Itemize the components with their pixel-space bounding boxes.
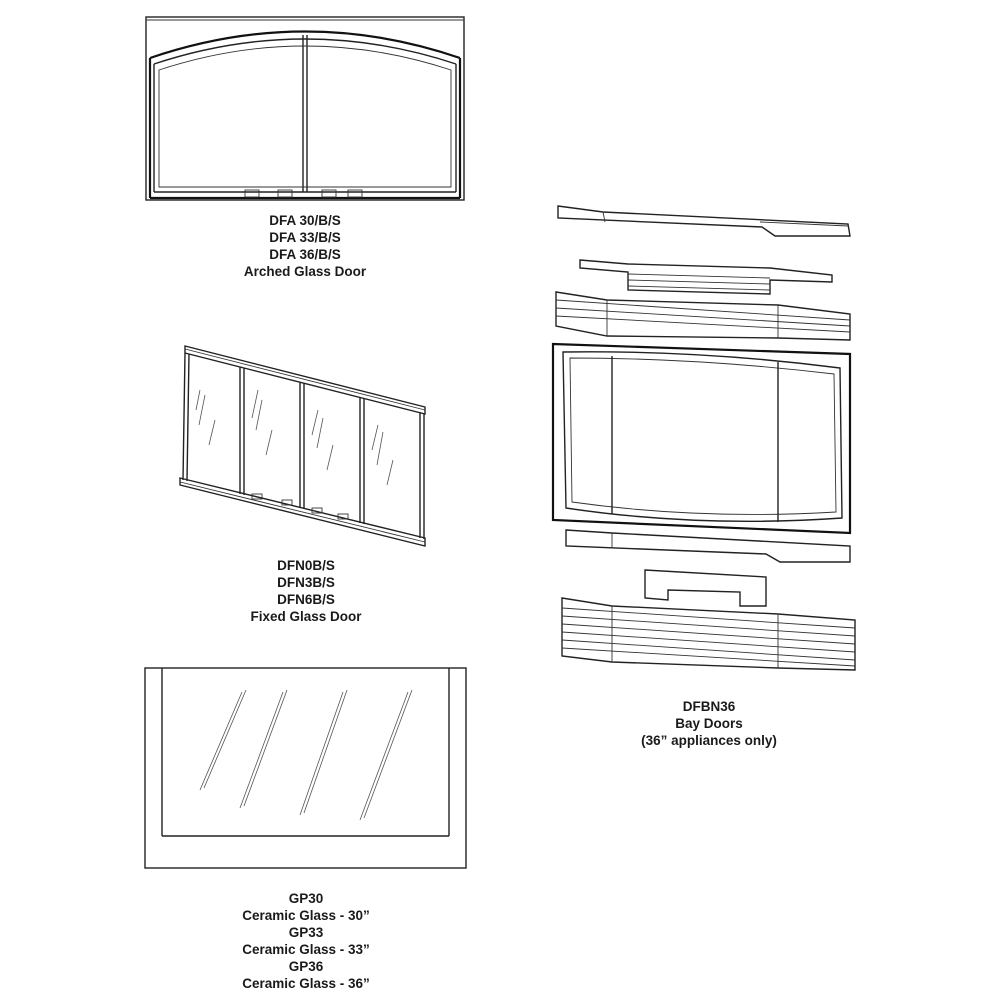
fixed-door-model-1: DFN0B/S bbox=[277, 558, 335, 573]
bay-doors-note: (36” appliances only) bbox=[641, 733, 777, 748]
arched-door-caption bbox=[205, 212, 405, 280]
ceramic-glass-size-2: Ceramic Glass - 33” bbox=[242, 942, 370, 957]
fixed-door-model-2: DFN3B/S bbox=[277, 575, 335, 590]
ceramic-glass-model-1: GP30 bbox=[288, 891, 324, 906]
arched-door-title: Arched Glass Door bbox=[243, 264, 367, 279]
ceramic-glass-drawing bbox=[145, 668, 466, 868]
fixed-glass-door-drawing bbox=[180, 346, 425, 546]
arched-door-model-1: DFA 30/B/S bbox=[269, 213, 341, 228]
bay-doors-drawing bbox=[553, 206, 855, 670]
bay-doors-model: DFBN36 bbox=[682, 699, 736, 714]
fixed-door-model-3: DFN6B/S bbox=[277, 592, 335, 607]
ceramic-glass-model-3: GP36 bbox=[288, 959, 324, 974]
bay-doors-caption bbox=[599, 698, 819, 749]
ceramic-glass-size-1: Ceramic Glass - 30” bbox=[242, 908, 370, 923]
fixed-door-title: Fixed Glass Door bbox=[250, 609, 362, 624]
ceramic-glass-caption bbox=[196, 890, 416, 992]
ceramic-glass-model-2: GP33 bbox=[288, 925, 324, 940]
bay-doors-title: Bay Doors bbox=[675, 716, 743, 731]
fixed-door-caption bbox=[206, 557, 406, 625]
ceramic-glass-size-3: Ceramic Glass - 36” bbox=[242, 976, 370, 991]
arched-glass-door-drawing bbox=[146, 17, 464, 200]
arched-door-model-2: DFA 33/B/S bbox=[269, 230, 341, 245]
arched-door-model-3: DFA 36/B/S bbox=[269, 247, 341, 262]
